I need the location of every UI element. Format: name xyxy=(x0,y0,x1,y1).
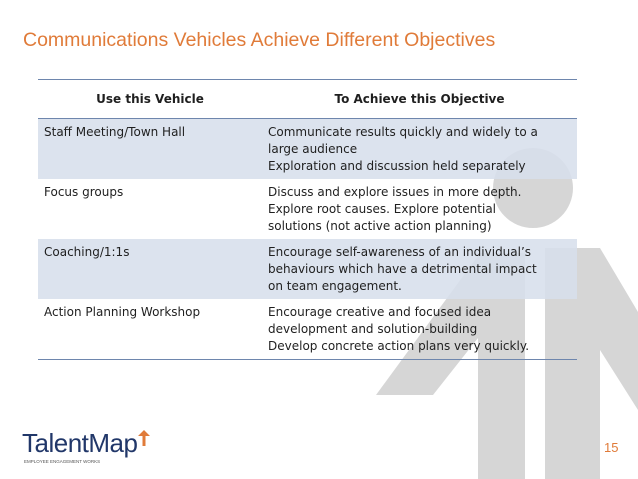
objective-line: Encourage self-awareness of an individual’s xyxy=(268,245,532,259)
objective-line: Encourage creative and focused idea xyxy=(268,305,492,319)
objective-line: Discuss and explore issues in more depth. xyxy=(268,185,522,199)
objective-line: behaviours which have a detrimental impact xyxy=(268,262,537,276)
objective-line: Communicate results quickly and widely to a xyxy=(268,125,538,139)
vehicle-cell: Focus groups xyxy=(44,185,124,199)
logo-wordmark xyxy=(22,428,137,458)
objective-line: Explore root causes. Explore potential xyxy=(268,202,497,216)
objective-line: development and solution-building xyxy=(268,322,478,336)
table-row xyxy=(38,179,577,239)
objective-line: Exploration and discussion held separately xyxy=(268,159,526,173)
page-title: Communications Vehicles Achieve Different Objectives xyxy=(23,29,496,51)
objective-cell xyxy=(262,239,577,299)
table-header-row xyxy=(38,80,577,119)
objective-cell xyxy=(262,299,577,360)
table-row xyxy=(38,119,577,180)
objective-cell xyxy=(262,119,577,180)
objective-line: Develop concrete action plans very quickly. xyxy=(268,339,530,353)
objectives-table xyxy=(38,79,577,360)
objective-line: on team engagement. xyxy=(268,279,402,293)
page-number: 15 xyxy=(604,440,619,455)
vehicle-cell: Staff Meeting/Town Hall xyxy=(38,119,262,180)
vehicle-cell: Coaching/1:1s xyxy=(38,239,262,299)
header-vehicle: Use this Vehicle xyxy=(38,80,262,119)
table-row xyxy=(38,239,577,299)
logo-tagline: EMPLOYEE ENGAGEMENT WORKS xyxy=(24,459,101,464)
objective-cell xyxy=(262,179,577,239)
talentmap-logo xyxy=(22,428,150,464)
objective-line: large audience xyxy=(268,142,358,156)
logo-word-talent: Talent xyxy=(22,428,89,458)
arrow-up-icon xyxy=(138,430,150,446)
vehicle-cell: Action Planning Workshop xyxy=(38,299,262,360)
header-objective: To Achieve this Objective xyxy=(262,80,577,119)
objective-line: solutions (not active action planning) xyxy=(268,219,492,233)
table-row xyxy=(38,299,577,360)
logo-word-map: Map xyxy=(88,428,138,458)
